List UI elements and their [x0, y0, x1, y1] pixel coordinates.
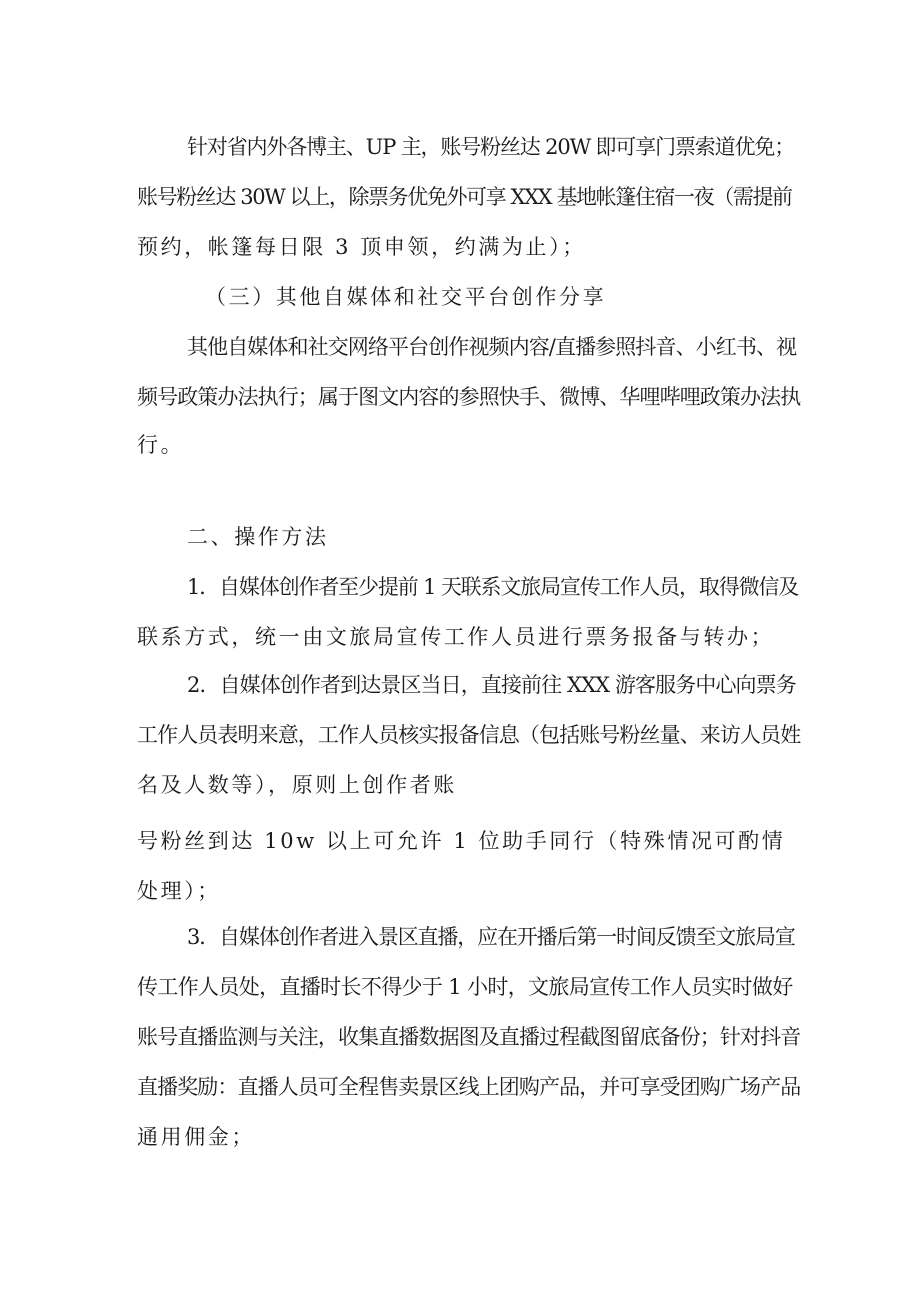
- paragraph-line: 其他自媒体和社交网络平台创作视频内容/直播参照抖音、小红书、视: [187, 335, 797, 359]
- list-item-line: 2．自媒体创作者到达景区当日，直接前往 XXX 游客服务中心向票务: [187, 673, 796, 697]
- list-item-line: 账号直播监测与关注，收集直播数据图及直播过程截图留底备份；针对抖音: [137, 1025, 801, 1049]
- list-item-line: 号粉丝到达 10w 以上可允许 1 位助手同行（特殊情况可酌情: [137, 829, 786, 853]
- paragraph-line: 账号粉丝达 30W 以上，除票务优免外可享 XXX 基地帐篷住宿一夜（需提前: [137, 185, 792, 209]
- section-heading: （三）其他自媒体和社交平台创作分享: [205, 285, 607, 309]
- list-item-line: 直播奖励：直播人员可全程售卖景区线上团购产品，并可享受团购广场产品: [137, 1075, 801, 1099]
- paragraph-line: 针对省内外各博主、UP 主，账号粉丝达 20W 即可享门票索道优免；: [187, 135, 795, 159]
- list-item-line: 处理）；: [137, 879, 221, 903]
- section-heading: 二、操作方法: [187, 525, 329, 549]
- paragraph-line: 行。: [137, 433, 185, 457]
- paragraph-line: 频号政策办法执行；属于图文内容的参照快手、微博、华哩哔哩政策办法执: [137, 385, 801, 409]
- list-item-line: 工作人员表明来意，工作人员核实报备信息（包括账号粉丝量、来访人员姓: [137, 723, 801, 747]
- list-item-line: 3．自媒体创作者进入景区直播，应在开播后第一时间反馈至文旅局宣: [187, 925, 795, 949]
- list-item-line: 1．自媒体创作者至少提前 1 天联系文旅局宣传工作人员，取得微信及: [187, 575, 799, 599]
- list-item-line: 名及人数等），原则上创作者账: [137, 773, 457, 797]
- list-item-line: 通用佣金；: [137, 1125, 255, 1149]
- paragraph-line: 预约，帐篷每日限 3 顶申领，约满为止）；: [137, 235, 586, 259]
- list-item-line: 传工作人员处，直播时长不得少于 1 小时，文旅局宣传工作人员实时做好: [137, 975, 793, 999]
- list-item-line: 联系方式，统一由文旅局宣传工作人员进行票务报备与转办；: [137, 625, 775, 649]
